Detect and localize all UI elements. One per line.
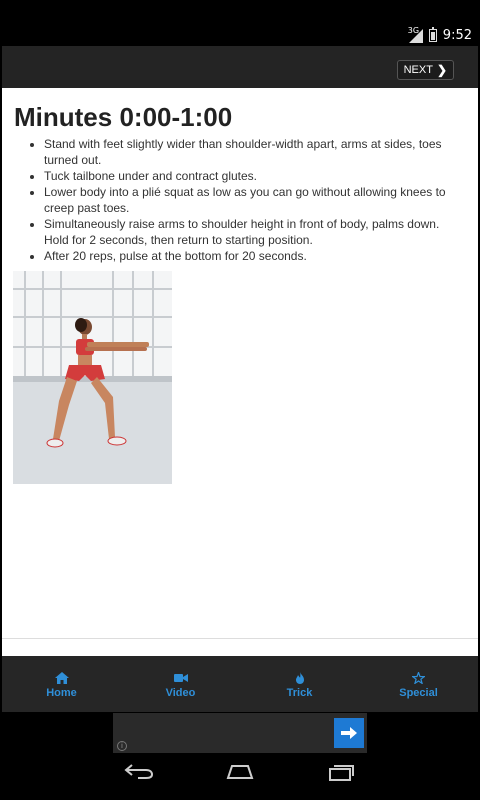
nav-item-home[interactable] (2, 656, 121, 712)
network-type-label: 3G (407, 25, 420, 35)
list-item: • Lower body into a plié squat as low as you can go without allowing knees to creep past toes. (44, 184, 460, 216)
app-bar (2, 46, 478, 88)
list-item: • Stand with feet slightly wider than shoulder-width apart, arms at sides, toes turned out. (44, 136, 460, 168)
exercise-content (2, 88, 478, 656)
content-divider (2, 638, 478, 639)
star-icon (412, 672, 425, 684)
cell-signal-icon (407, 25, 423, 43)
ad-banner[interactable] (113, 713, 367, 753)
status-icons (407, 25, 472, 43)
chevron-right-icon: ❯ (436, 63, 447, 77)
next-button[interactable] (397, 60, 454, 80)
flame-icon (294, 672, 306, 684)
home-button-icon[interactable] (225, 763, 255, 779)
list-item: • After 20 reps, pulse at the bottom for 20 seconds. (44, 248, 460, 264)
list-item: • Simultaneously raise arms to shoulder height in front of body, palms down. Hold for 2 seconds, then return to starting position. (44, 216, 460, 248)
nav-item-trick[interactable] (240, 656, 359, 712)
nav-item-special[interactable] (359, 656, 478, 712)
nav-item-label: Home (46, 687, 77, 699)
page-title: Minutes 0:00-1:00 (14, 102, 233, 132)
battery-icon (429, 29, 437, 42)
next-button-label: NEXT (403, 64, 433, 76)
ad-info-icon[interactable]: i (117, 741, 127, 751)
arrow-right-icon (341, 727, 357, 739)
recent-apps-icon[interactable] (328, 763, 356, 781)
nav-item-label: Trick (286, 687, 313, 699)
system-navigation-bar (0, 753, 480, 800)
status-bar (0, 0, 480, 46)
exercise-steps (14, 136, 460, 264)
home-icon (55, 672, 69, 684)
video-camera-icon (174, 672, 188, 684)
nav-item-label: Special (399, 687, 438, 699)
exercise-photo (13, 271, 172, 484)
clock: 9:52 (442, 28, 472, 43)
nav-item-video[interactable] (121, 656, 240, 712)
ad-go-button[interactable] (334, 718, 364, 748)
nav-item-label: Video (165, 687, 196, 699)
list-item: • Tuck tailbone under and contract glutes. (44, 168, 460, 184)
back-icon[interactable] (124, 763, 154, 779)
bottom-navigation (2, 656, 478, 712)
